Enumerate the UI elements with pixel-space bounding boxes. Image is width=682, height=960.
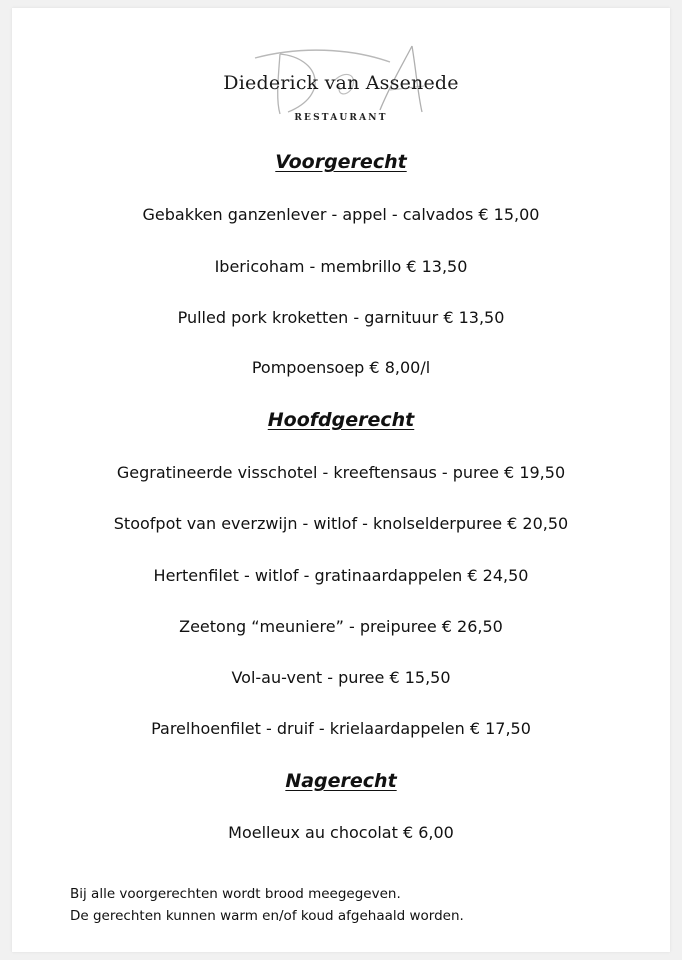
section-title-nagerecht: Nagerecht <box>285 770 397 792</box>
restaurant-name: Diederick van Assenede <box>223 72 459 94</box>
menu-item: Pulled pork kroketten - garnituur € 13,50 <box>177 308 505 327</box>
section-title-hoofdgerecht: Hoofdgerecht <box>267 409 415 431</box>
menu-item: Hertenfilet - witlof - gratinaardappelen € 24,50 <box>153 566 529 585</box>
menu-item: Stoofpot van everzwijn - witlof - knolselderpuree € 20,50 <box>113 514 569 533</box>
menu-item: Vol-au-vent - puree € 15,50 <box>231 668 451 687</box>
menu-item: Pompoensoep € 8,00/l <box>251 358 431 377</box>
footer-note: Bij alle voorgerechten wordt brood meegegeven. <box>70 886 401 902</box>
menu-item: Gegratineerde visschotel - kreeftensaus - puree € 19,50 <box>116 463 566 482</box>
menu-item: Gebakken ganzenlever - appel - calvados € 15,00 <box>142 205 540 224</box>
menu-item: Zeetong “meuniere” - preipuree € 26,50 <box>179 617 503 636</box>
restaurant-logo <box>0 40 682 130</box>
menu-item: Parelhoenfilet - druif - krielaardappelen € 17,50 <box>151 719 531 738</box>
restaurant-subtitle: RESTAURANT <box>294 113 388 123</box>
section-title-voorgerecht: Voorgerecht <box>275 151 407 173</box>
menu-item: Ibericoham - membrillo € 13,50 <box>214 257 468 276</box>
menu-item: Moelleux au chocolat € 6,00 <box>228 823 454 842</box>
footer-note: De gerechten kunnen warm en/of koud afgehaald worden. <box>70 908 464 924</box>
